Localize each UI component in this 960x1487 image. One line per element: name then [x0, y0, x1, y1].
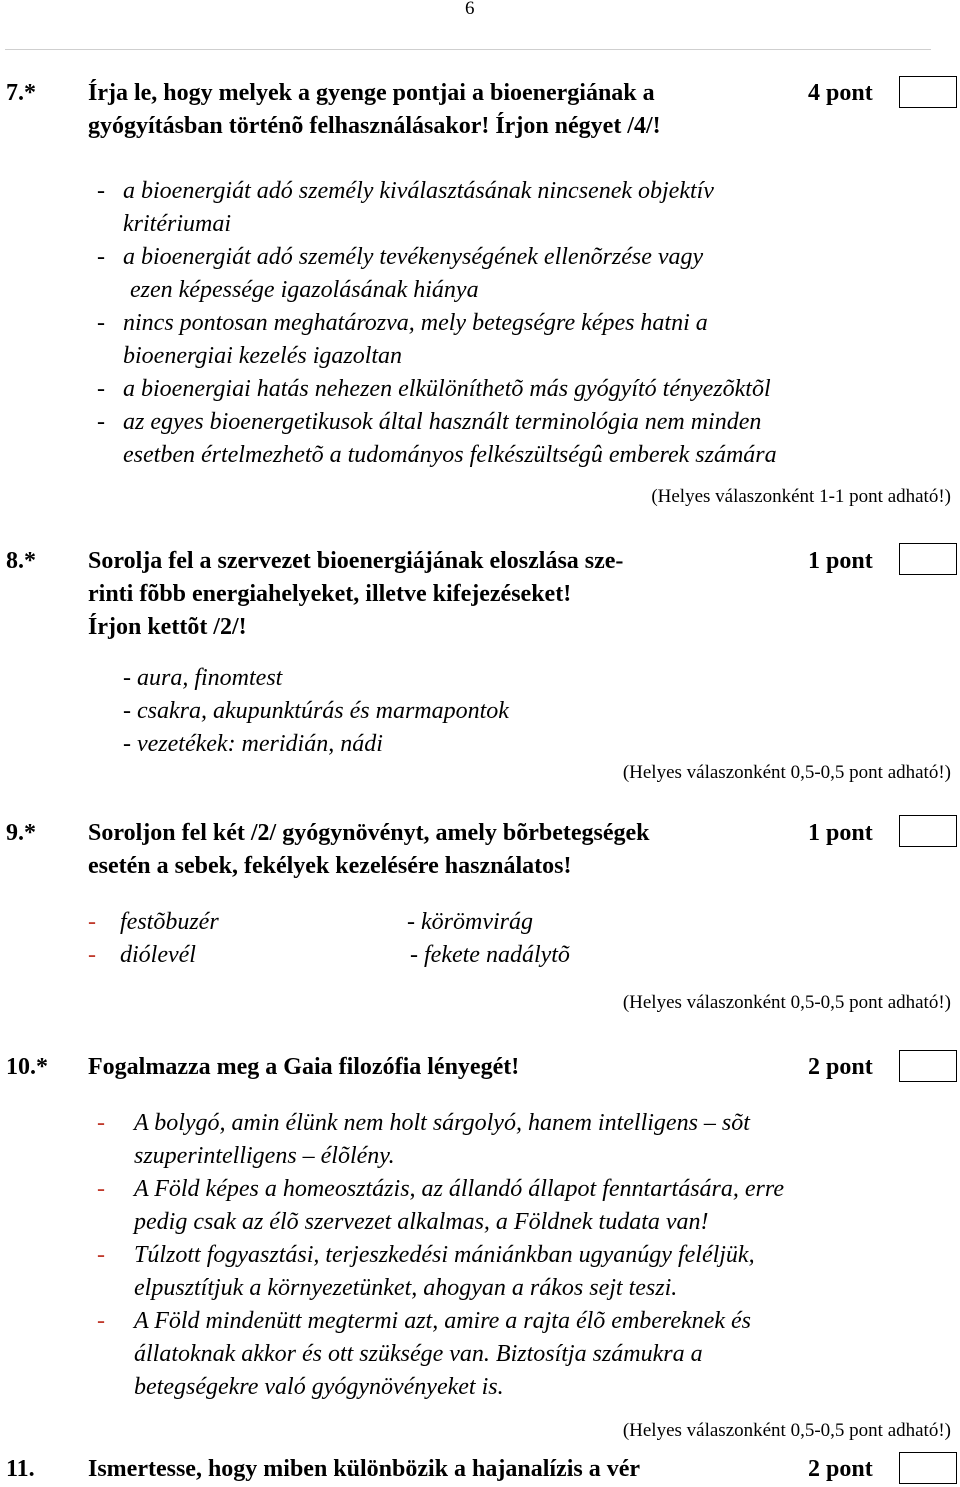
score-box[interactable]	[899, 1452, 957, 1484]
points-label: 1 pont	[808, 820, 873, 846]
answer-line: - Túlzott fogyasztási, terjeszkedési mániánkban ugyanúgy feléljük,	[97, 1242, 755, 1268]
scoring-note: (Helyes válaszonként 0,5-0,5 pont adható!)	[622, 1420, 951, 1441]
answer-line: betegségekre való gyógynövényeket is.	[134, 1374, 504, 1400]
answer-line: - a bioenergiát adó személy tevékenységének ellenõrzése vagy	[97, 244, 704, 270]
question-number: 7.*	[6, 80, 36, 106]
answer-line: - A Föld mindenütt megtermi azt, amire a rajta élõ embereknek és	[97, 1308, 751, 1334]
header-rule	[5, 49, 931, 50]
answer-line: - festõbuzér	[88, 909, 219, 935]
question-text-line: Fogalmazza meg a Gaia filozófia lényegét!	[88, 1054, 520, 1080]
score-box[interactable]	[899, 815, 957, 847]
page-number: 6	[465, 0, 475, 19]
answer-line: kritériumai	[123, 211, 231, 237]
answer-line: bioenergiai kezelés igazoltan	[123, 343, 403, 369]
answer-line: - A Föld képes a homeosztázis, az állandó állapot fenntartására, erre	[97, 1176, 784, 1202]
question-text-line: Írja le, hogy melyek a gyenge pontjai a bioenergiának a	[88, 80, 655, 106]
question-number: 9.*	[6, 820, 36, 846]
answer-line: elpusztítjuk a környezetünket, ahogyan a rákos sejt teszi.	[134, 1275, 678, 1301]
answer-line: - vezetékek: meridián, nádi	[123, 731, 383, 757]
points-label: 1 pont	[808, 548, 873, 574]
question-number: 10.*	[6, 1054, 48, 1080]
question-text-line: Sorolja fel a szervezet bioenergiájának eloszlása sze-	[88, 548, 624, 574]
question-text-line: esetén a sebek, fekélyek kezelésére használatos!	[88, 853, 572, 879]
points-label: 2 pont	[808, 1054, 873, 1080]
question-text-line: Soroljon fel két /2/ gyógynövényt, amely bõrbetegségek	[88, 820, 650, 846]
question-number: 8.*	[6, 548, 36, 574]
question-text-line: rinti fõbb energiahelyeket, illetve kifejezéseket!	[88, 581, 572, 607]
score-box[interactable]	[899, 1050, 957, 1082]
answer-line: esetben értelmezhetõ a tudományos felkészültségû emberek számára	[123, 442, 777, 468]
scoring-note: (Helyes válaszonként 0,5-0,5 pont adható!)	[622, 992, 951, 1013]
question-text-line: Írjon kettõt /2/!	[88, 614, 247, 640]
answer-line: - a bioenergiát adó személy kiválasztásának nincsenek objektív	[97, 178, 714, 204]
answer-line: pedig csak az élõ szervezet alkalmas, a Földnek tudata van!	[134, 1209, 709, 1235]
answer-line: állatoknak akkor és ott szüksége van. Biztosítja számukra a	[134, 1341, 703, 1367]
question-number: 11.	[6, 1456, 35, 1482]
answer-line: - körömvirág	[407, 909, 533, 935]
scoring-note: (Helyes válaszonként 1-1 pont adható!)	[651, 486, 951, 507]
answer-line: - A bolygó, amin élünk nem holt sárgolyó, hanem intelligens – sõt	[97, 1110, 750, 1136]
answer-line: - fekete nadálytõ	[410, 942, 570, 968]
answer-line: - nincs pontosan meghatározva, mely betegségre képes hatni a	[97, 310, 708, 336]
answer-line: - csakra, akupunktúrás és marmapontok	[123, 698, 509, 724]
answer-line: - aura, finomtest	[123, 665, 283, 691]
score-box[interactable]	[899, 543, 957, 575]
answer-line: ezen képessége igazolásának hiánya	[130, 277, 479, 303]
points-label: 4 pont	[808, 80, 873, 106]
scoring-note: (Helyes válaszonként 0,5-0,5 pont adható!)	[622, 762, 951, 783]
answer-line: - az egyes bioenergetikusok által használt terminológia nem minden	[97, 409, 762, 435]
question-text-line: gyógyításban történõ felhasználásakor! Írjon négyet /4/!	[88, 113, 661, 139]
question-text-line: Ismertesse, hogy miben különbözik a hajanalízis a vér	[88, 1456, 641, 1482]
answer-line: - a bioenergiai hatás nehezen elkülöníthetõ más gyógyító tényezõktõl	[97, 376, 771, 402]
answer-line: - diólevél	[88, 942, 196, 968]
score-box[interactable]	[899, 76, 957, 108]
points-label: 2 pont	[808, 1456, 873, 1482]
answer-line: szuperintelligens – élõlény.	[134, 1143, 395, 1169]
